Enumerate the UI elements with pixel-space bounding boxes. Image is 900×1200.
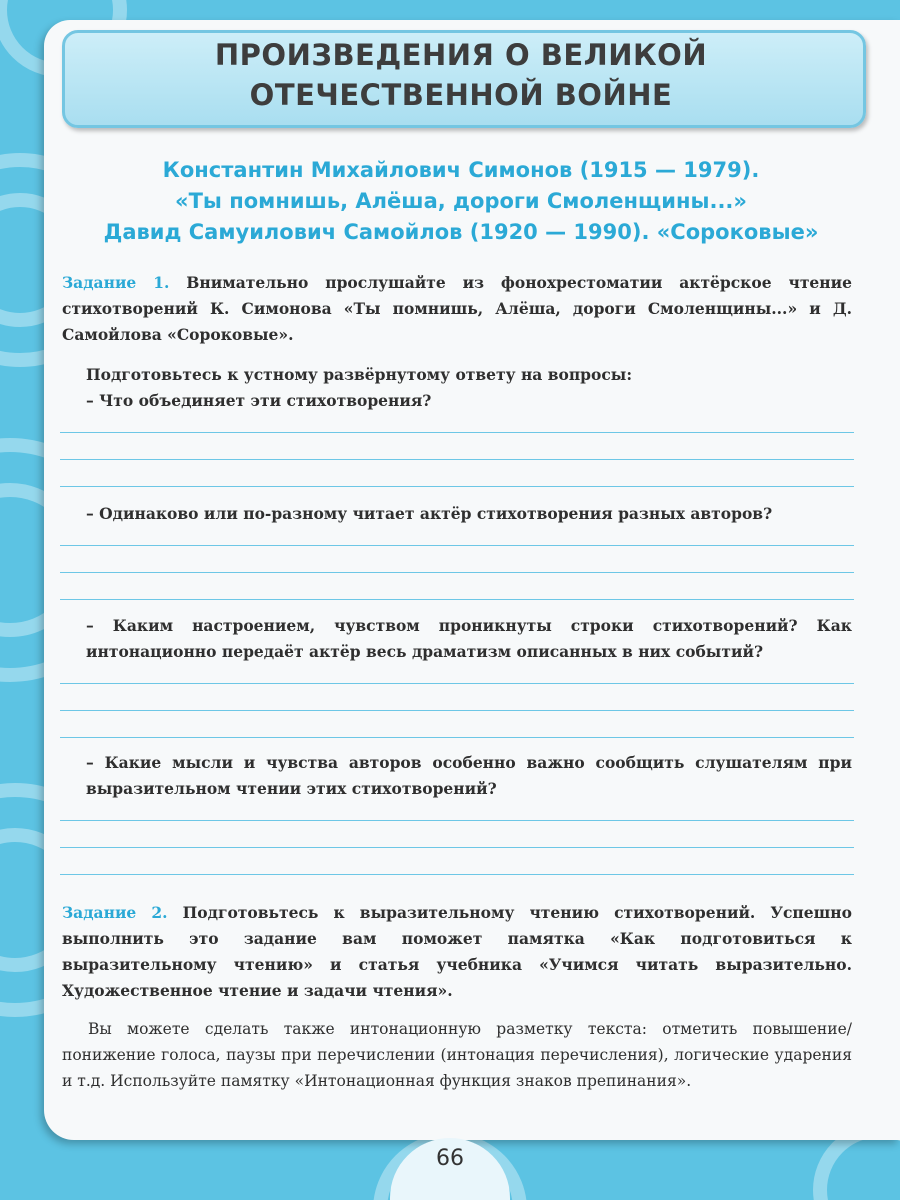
answer-line (60, 820, 854, 821)
subtitle-line-3: Давид Самуилович Самойлов (1920 — 1990). «Сороковые» (103, 220, 819, 244)
task-1-intro: Подготовьтесь к устному развёрнутому ответу на вопросы: (86, 365, 633, 384)
page-title (62, 35, 860, 115)
answer-line (60, 486, 854, 487)
task-1-paragraph (62, 270, 852, 348)
question-3: – Каким настроением, чувством проникнуты строки стихотворений? Как интонационно передаёт актёр весь драматизм описанных в них событий? (86, 616, 852, 661)
subtitle-line-2: «Ты помнишь, Алёша, дороги Смоленщины...» (175, 189, 747, 213)
answer-line (60, 459, 854, 460)
answer-line (60, 683, 854, 684)
title-line-1: ПРОИЗВЕДЕНИЯ О ВЕЛИКОЙ (214, 38, 708, 72)
title-line-2: ОТЕЧЕСТВЕННОЙ ВОЙНЕ (249, 78, 673, 112)
answer-line (60, 710, 854, 711)
answer-line (60, 599, 854, 600)
question-1: – Что объединяет эти стихотворения? (86, 391, 432, 410)
answer-line (60, 572, 854, 573)
task-1-text: Внимательно прослушайте из фонохрестоматии актёрское чтение стихотворений К. Симонова «Ты помнишь, Алёша, дороги Смоленщины...» и Д. Самойлова «Сороковые». (62, 273, 852, 344)
answer-line (60, 737, 854, 738)
subtitle-line-1: Константин Михайлович Симонов (1915 — 1979). (162, 158, 760, 182)
task-2-paragraph (62, 900, 852, 1004)
page-number: 66 (436, 1146, 464, 1171)
task-2-note: Вы можете сделать также интонационную разметку текста: отметить повышение/понижение голоса, паузы при перечислении (интонация перечисления), логические ударения и т.д. Используйте памятку «Интонационная функция знаков препинания». (62, 1020, 852, 1090)
poems-subtitle (62, 155, 860, 248)
answer-line (60, 847, 854, 848)
answer-line (60, 432, 854, 433)
task-1-label: Задание 1. (62, 273, 170, 292)
task-2-label: Задание 2. (62, 903, 168, 922)
task-2-text: Подготовьтесь к выразительному чтению стихотворений. Успешно выполнить это задание вам поможет памятка «Как подготовиться к выразительному чтению» и статья учебника «Учимся читать выразительно. Художественное чтение и задачи чтения». (62, 903, 852, 1000)
question-2: – Одинаково или по-разному читает актёр стихотворения разных авторов? (86, 504, 773, 523)
answer-line (60, 545, 854, 546)
answer-line (60, 874, 854, 875)
question-4: – Какие мысли и чувства авторов особенно важно сообщить слушателям при выразительном чтении этих стихотворений? (86, 753, 852, 798)
